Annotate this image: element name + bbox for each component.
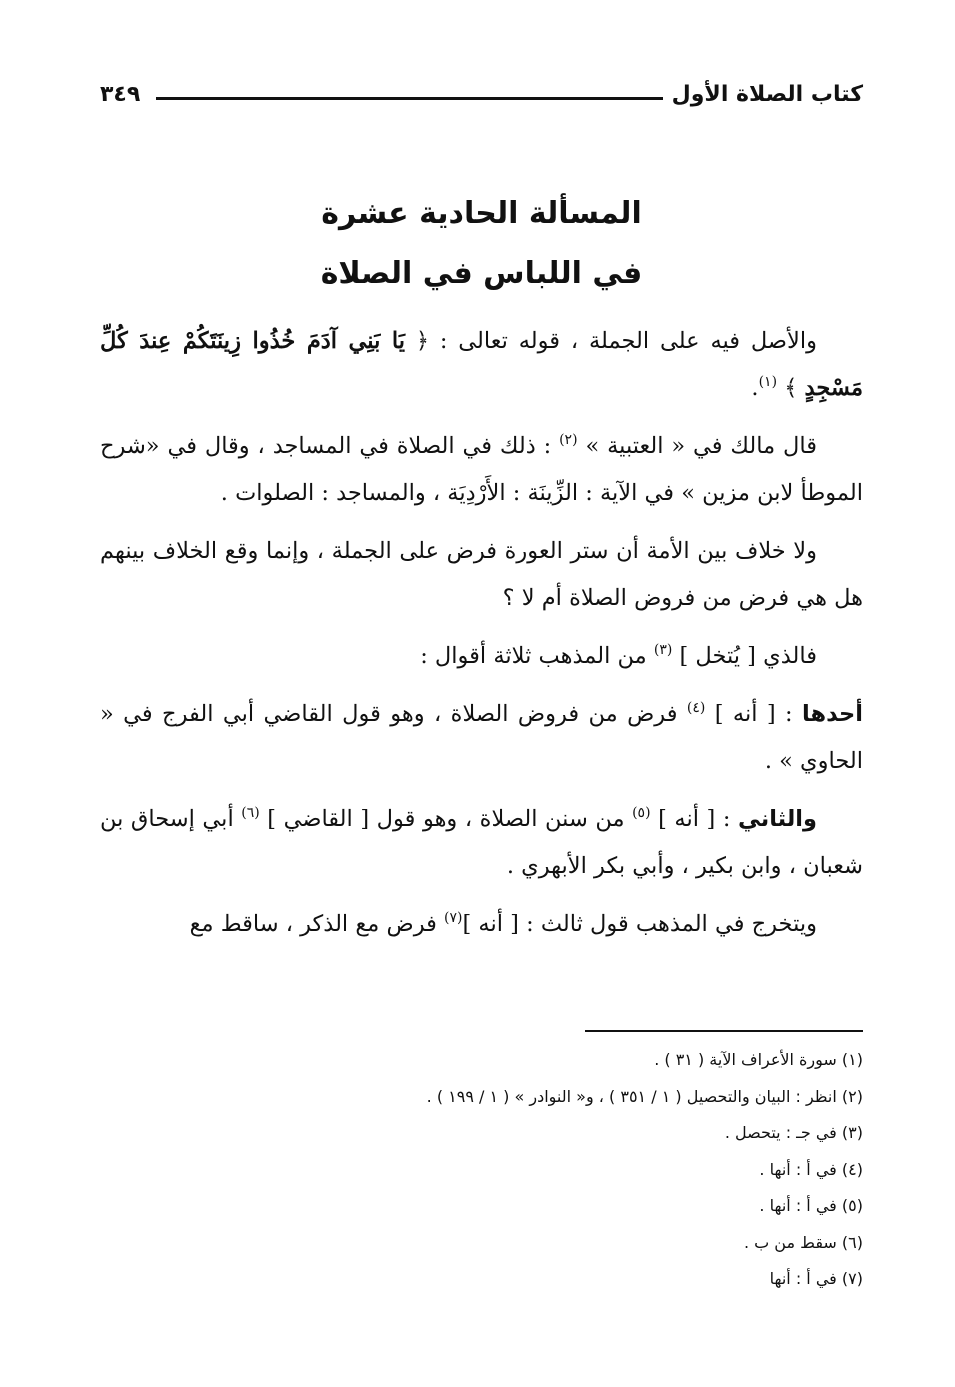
- footnote-marker: (٥): [632, 805, 651, 821]
- paragraph-lead: والثاني: [738, 806, 817, 832]
- paragraph-text: ﴾: [784, 375, 805, 401]
- footnote-marker: (٤): [686, 700, 706, 716]
- paragraph-text: فرض من فروض الصلاة ، وهو قول القاضي أبي الفرج في « الحاوي » .: [100, 701, 863, 774]
- chapter-heading: المسألة الحادية عشرة: [321, 196, 642, 231]
- paragraph: [100, 796, 863, 890]
- footnote: (٦) سقط من ب .: [743, 1232, 863, 1252]
- paragraph: [100, 423, 863, 517]
- paragraph-text: فرض مع الذكر ، ساقط مع: [189, 911, 445, 937]
- footnote: (١) سورة الأعراف الآية ( ٣١ ) .: [654, 1050, 863, 1069]
- paragraph: [100, 633, 863, 680]
- paragraph-text: ولا خلاف بين الأمة أن ستر العورة فرض على الجملة ، وإنما وقع الخلاف بينهم هل هي فرض من فروض الصلاة أم لا ؟: [100, 538, 863, 611]
- paragraph-text: ويتخرج في المذهب قول ثالث : [ أنه ]: [462, 911, 817, 937]
- footnote-marker: (٦): [241, 805, 260, 821]
- running-header: [100, 80, 863, 116]
- body-text: [100, 318, 863, 959]
- paragraph: [100, 901, 863, 948]
- paragraph-text: أبي إسحاق بن شعبان ، وابن بكير ، وأبي بكر الأبهري .: [100, 806, 863, 879]
- paragraph-text: فالذي [ يُتخل ]: [672, 643, 817, 669]
- header-rule: [156, 97, 663, 100]
- page-number: ٣٤٩: [100, 82, 141, 107]
- footnote: (٧) في أ : أنها: [769, 1269, 863, 1288]
- paragraph-text: : [ أنه ]: [650, 806, 738, 832]
- book-title: كتاب الصلاة الأول: [671, 82, 863, 107]
- paragraph-text: والأصل فيه على الجملة ، قوله تعالى : ﴿: [405, 328, 817, 354]
- paragraph-text: .: [751, 375, 759, 401]
- paragraph-lead: أحدها: [802, 701, 863, 727]
- footnote-marker: (٣): [653, 642, 673, 658]
- paragraph-text: من المذهب ثلاثة أقوال :: [420, 643, 654, 669]
- paragraph-text: : ذلك في الصلاة في المساجد ، وقال في «شرح الموطأ لابن مزين » في الآية : الزِّينَة : الأَرْدِيَة ، والمساجد : الصلوات .: [100, 433, 863, 506]
- footnotes-list: [100, 1042, 863, 1298]
- paragraph: [100, 691, 863, 785]
- footnote: (٤) في أ : أنها .: [759, 1159, 863, 1179]
- footnote-rule: [585, 1030, 863, 1032]
- footnote-marker: (٢): [559, 432, 578, 448]
- paragraph: [100, 318, 863, 412]
- paragraph-text: : [ أنه ]: [705, 701, 803, 727]
- quran-verse: يَا بَنِي آدَمَ خُذُوا زِينَتَكُمْ عِندَ كُلِّ مَسْجِدٍ: [100, 328, 863, 401]
- footnote: (٢) انظر : البيان والتحصيل ( ١ / ٣٥١ ) ، و« النوادر » ( ١ / ١٩٩ ) .: [426, 1086, 863, 1106]
- paragraph: [100, 528, 863, 622]
- footnote: (٣) في جـ : يتحصل .: [724, 1123, 863, 1142]
- topic-heading: في اللباس في الصلاة: [320, 256, 643, 291]
- footnote: (٥) في أ : أنها .: [759, 1196, 863, 1215]
- footnote-marker: (٧): [444, 910, 463, 926]
- footnote-marker: (١): [758, 374, 778, 390]
- paragraph-text: قال مالك في « العتبية »: [585, 433, 817, 459]
- paragraph-text: من سنن الصلاة ، وهو قول [ القاضي ]: [259, 806, 633, 832]
